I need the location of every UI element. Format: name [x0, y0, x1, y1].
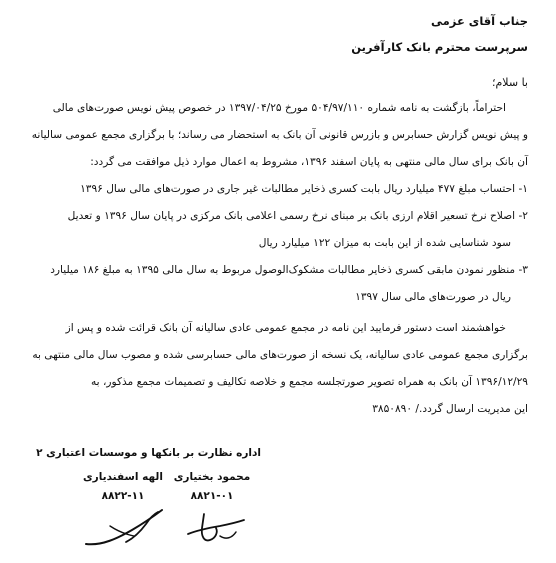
signature-scribble-left [80, 504, 170, 554]
intro-line: آن بانک برای سال مالی منتهی به پایان اسفند ۱۳۹۶، مشروط به اعمال موارد ذیل موافقت می گردد: [90, 156, 528, 168]
recipient-title: جناب آقای عزمی [431, 14, 528, 28]
signer-name: محمود بختیاری [173, 471, 251, 483]
signer-name: الهه اسفندیاری [83, 471, 163, 483]
signer-code: ۸۸۲۲-۱۱ [101, 490, 145, 502]
greeting: با سلام؛ [492, 76, 528, 89]
closing-line: برگزاری مجمع عمومی عادی سالیانه، یک نسخه از صورت‌های مالی حسابرسی شده و مصوب سال مالی منتهی به [32, 349, 528, 361]
closing-line: خواهشمند است دستور فرمایید این نامه در مجمع عمومی عادی سالیانه آن بانک قرائت شده و پس از [65, 322, 506, 334]
closing-line: این مدیریت ارسال گردد./ ۳۸۵۰۸۹۰ [372, 403, 528, 415]
signature-scribble-right [180, 506, 250, 556]
closing-line: ۱۳۹۶/۱۲/۲۹ آن بانک به همراه تصویر صورتجلسه مجمع و خلاصه تکالیف و تصمیمات مجمع مذکور، به [90, 376, 528, 388]
recipient-role: سرپرست محترم بانک کارآفرین [351, 40, 528, 54]
list-item-3-continuation: ریال در صورت‌های مالی سال ۱۳۹۷ [355, 291, 511, 303]
list-item-2-continuation: سود شناسایی شده از این بابت به میزان ۱۲۲ میلیارد ریال [258, 237, 511, 249]
list-item-1: ۱- احتساب مبلغ ۴۷۷ میلیارد ریال بابت کسری ذخایر مطالبات غیر جاری در صورت‌های مالی سال ۱۳۹۶ [80, 183, 528, 195]
list-item-2: ۲- اصلاح نرخ تسعیر اقلام ارزی بانک بر مبنای نرخ رسمی اعلامی بانک مرکزی در پایان سال ۱۳۹۶ و تعدیل [67, 210, 528, 222]
signer-code: ۸۸۲۱-۰۱ [190, 490, 234, 502]
department-name: اداره نظارت بر بانکها و موسسات اعتباری ۲ [36, 447, 261, 459]
intro-line: و پیش نویس گزارش حسابرس و بازرس قانونی آن بانک به استحضار می رساند؛ با برگزاری مجمع عمومی سالیانه [31, 129, 528, 141]
list-item-3: ۳- منظور نمودن مابقی کسری ذخایر مطالبات مشکوک‌الوصول مربوط به سال مالی ۱۳۹۵ به مبلغ ۱۸۶ میلیارد [50, 264, 528, 276]
signature-block-left [68, 468, 178, 506]
intro-line: احتراماً، بازگشت به نامه شماره ۵۰۴/۹۷/۱۱۰ مورخ ۱۳۹۷/۰۴/۲۵ در خصوص پیش نویس صورت‌های مالی [52, 102, 506, 114]
